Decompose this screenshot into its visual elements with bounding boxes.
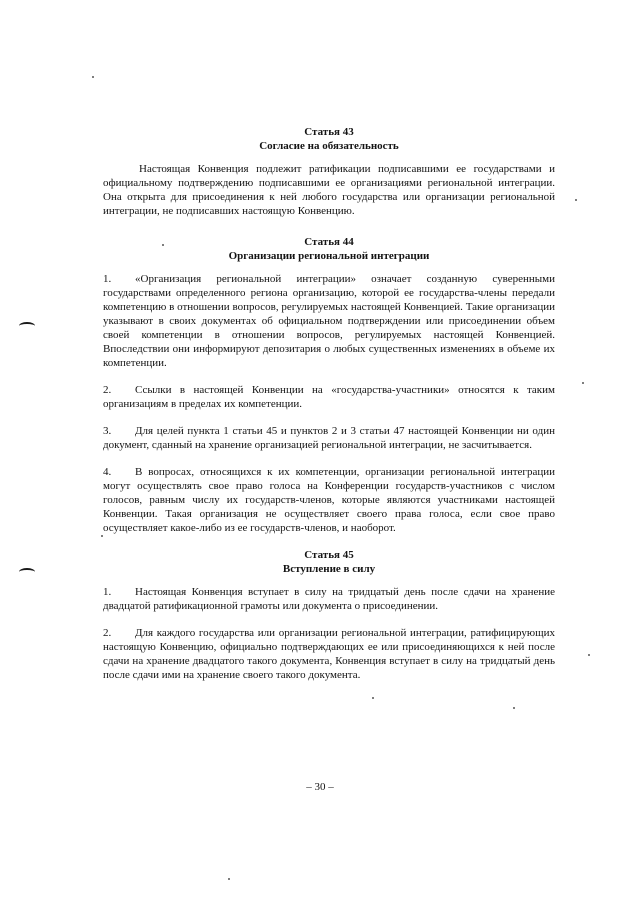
scan-speck [513, 707, 515, 709]
article-paragraph [103, 272, 555, 370]
paragraph-number: 2. [103, 384, 112, 396]
article-paragraph [103, 585, 555, 613]
article-heading: Статья 43 [304, 126, 354, 138]
paragraph-text: Для каждого государства или организации региональной интеграции, ратифицирующих настоящую Конвенцию, официально подтверждающих ее или присоединяющихся к ней после сдачи на хранение двадцатого такого документа, Конвенция вступает в силу на тридцатый день после сдачи ими на хранение своего такого документа. [103, 627, 555, 681]
scan-speck [228, 878, 230, 880]
scan-speck [92, 76, 94, 78]
scan-speck [575, 199, 577, 201]
paragraph-number: 3. [103, 425, 112, 437]
document-body [103, 125, 555, 695]
article-title: Согласие на обязательность [259, 140, 399, 152]
paragraph-text: Ссылки в настоящей Конвенции на «государства-участники» относятся к таким организациям в пределах их компетенции. [103, 384, 555, 410]
punch-hole-mark [19, 568, 35, 576]
article-title: Вступление в силу [282, 563, 376, 575]
article-paragraph [103, 626, 555, 682]
article-heading: Статья 45 [304, 549, 354, 561]
paragraph-text: В вопросах, относящихся к их компетенции, организации региональной интеграции могут осуществлять свое право голоса на Конференции государств-участников с числом голосов, равным числу их государств-членов, которые являются участниками настоящей Конвенции. Такая организация не осуществляет своего права голоса, если свое право осуществляет какое-либо из ее государств-членов, и наоборот. [103, 466, 555, 534]
article-title: Организации региональной интеграции [228, 250, 430, 262]
scan-speck [588, 654, 590, 656]
article-45 [103, 548, 555, 682]
page-number: – 30 – [306, 781, 334, 793]
article-paragraph [103, 383, 555, 411]
paragraph-text: Настоящая Конвенция вступает в силу на тридцатый день после сдачи на хранение двадцатой ратификационной грамоты или документа о присоединении. [103, 586, 555, 612]
article-paragraph [103, 465, 555, 535]
article-paragraph [103, 424, 555, 452]
paragraph-text: «Организация региональной интеграции» означает созданную суверенными государствами определенного региона организацию, которой ее государства-члены передали компетенцию в отношении вопросов, регулируемых настоящей Конвенцией. Такие организации указывают в своих документах об официальном подтверждении или присоединении объем своей компетенции в отношении вопросов, регулируемых настоящей Конвенцией. Впоследствии они информируют депозитария о любых существенных изменениях в объеме их компетенции. [103, 273, 555, 369]
article-paragraph: Настоящая Конвенция подлежит ратификации подписавшими ее государствами и официальному подтверждению подписавшими ее организациями региональной интеграции. Она открыта для присоединения к ней любого государства или организации региональной интеграции, не подписавших настоящую Конвенцию. [103, 163, 555, 217]
article-heading: Статья 44 [304, 236, 354, 248]
paragraph-number: 2. [103, 627, 112, 639]
scan-speck [101, 535, 103, 537]
paragraph-text: Для целей пункта 1 статьи 45 и пунктов 2 и 3 статьи 47 настоящей Конвенции ни один документ, сданный на хранение организацией региональной интеграции, не засчитывается. [103, 425, 555, 451]
scan-speck [162, 244, 164, 246]
scan-speck [372, 697, 374, 699]
punch-hole-mark [19, 322, 35, 330]
article-44 [103, 235, 555, 535]
article-43 [103, 125, 555, 218]
paragraph-number: 4. [103, 466, 112, 478]
scan-speck [582, 382, 584, 384]
paragraph-number: 1. [103, 586, 112, 598]
paragraph-number: 1. [103, 273, 112, 285]
